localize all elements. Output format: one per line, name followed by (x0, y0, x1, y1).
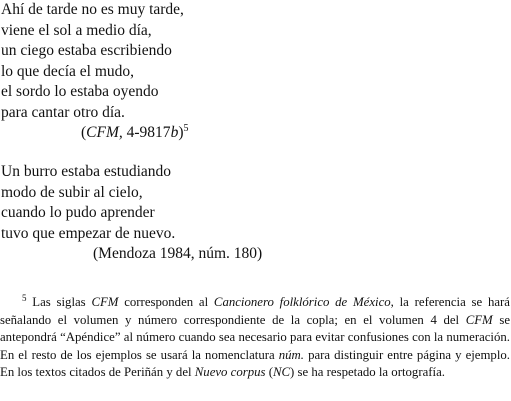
footnote-title: Cancionero folklórico de México (213, 295, 391, 309)
citation-source: CFM, (86, 124, 123, 141)
footnote-text: , la referencia se hará señalando el volumen y número correspondiente de la copla; en el volumen 4 del (0, 295, 510, 327)
footnote-text: ( (265, 365, 273, 379)
citation-ref-suffix: b (170, 124, 179, 141)
footnote-emphasis: CFM (465, 312, 493, 327)
verse-line: lo que decía el mudo, (1, 62, 134, 80)
footnote-text: para distinguir entre página y ejemplo. En los textos citados de Periñán y del (0, 347, 510, 379)
verse-line: Un burro estaba estudiando (1, 163, 172, 180)
footnote-text: se antepondrá “Apéndice” al número cuando sea necesario para evitar confusiones con la numeración. En el resto de los ejemplos se usará la nomenclatura (0, 312, 510, 362)
citation-close-paren: ) (178, 124, 184, 141)
verse-line: para cantar otro día. (1, 103, 125, 121)
footnote-text: corresponden al (118, 295, 214, 309)
stanza-1 (1, 0, 188, 144)
verse-line: un ciego estaba escribiendo (1, 42, 172, 59)
footnote-mark: 5 (22, 293, 27, 303)
verse-line: tuvo que empezar de nuevo. (1, 224, 176, 242)
stanza-1-citation (1, 123, 188, 144)
footnote (0, 294, 510, 382)
footnote-title: Nuevo corpus (194, 365, 266, 379)
citation-ref: 4-9817 (122, 124, 171, 141)
stanza-2 (1, 162, 262, 265)
verse-line: Ahí de tarde no es muy tarde, (1, 1, 184, 18)
citation-open-paren: ( (81, 124, 87, 141)
footnote-reference-mark: 5 (183, 123, 189, 134)
verse-line: modo de subir al cielo, (1, 183, 143, 201)
stanza-2-citation: (Mendoza 1984, núm. 180) (93, 245, 263, 262)
footnote-emphasis: CFM (91, 295, 119, 309)
footnote-text: Las siglas (26, 295, 92, 309)
footnote-emphasis: núm. (278, 347, 304, 362)
verse-line: viene el sol a medio día, (1, 21, 152, 39)
footnote-text: ) se ha respetado la ortografía. (290, 365, 445, 379)
footnote-emphasis: NC (272, 365, 291, 379)
verse-line: cuando lo pudo aprender (1, 204, 155, 221)
verse-line: el sordo lo estaba oyendo (1, 83, 159, 100)
